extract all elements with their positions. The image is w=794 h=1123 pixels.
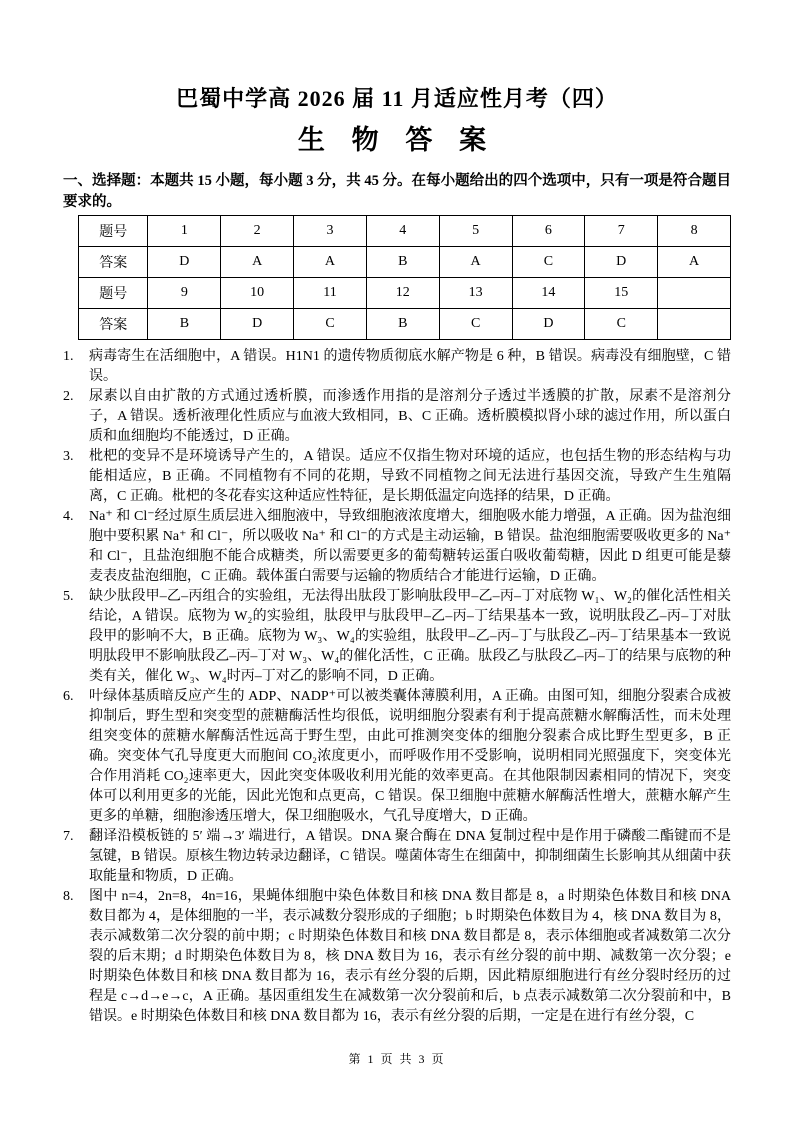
explanation-number: 5. bbox=[63, 589, 74, 604]
answer-cell: 6 bbox=[512, 216, 585, 247]
answer-table-row bbox=[79, 278, 731, 309]
row-header-cell: 题号 bbox=[79, 216, 148, 247]
explanation-item bbox=[63, 687, 731, 827]
explanation-item bbox=[63, 447, 731, 507]
explanation-number: 3. bbox=[63, 449, 74, 464]
row-header-cell: 答案 bbox=[79, 309, 148, 340]
page-footer: 第 1 页 共 3 页 bbox=[348, 1052, 446, 1066]
answer-cell: 3 bbox=[294, 216, 367, 247]
section-heading: 一、选择题：本题共 15 小题，每小题 3 分，共 45 分。在每小题给出的四个选项中，只有一项是符合题目要求的。 bbox=[63, 173, 731, 210]
answer-cell: 15 bbox=[585, 278, 658, 309]
explanation-text: 缺少肽段甲–乙–丙组合的实验组，无法得出肽段丁影响肽段甲–乙–丙–丁对底物 W₁、W₂的催化活性相关结论，A 错误。底物为 W₂的实验组，肽段甲与肽段甲–乙–丙–丁结果基本一致，说明肽段乙–丙–丁对肽段甲的影响不大，B 正确。底物为 W₃、W₄的实验组，肽段甲–乙–丙–丁与肽段乙–丙–丁结果基本一致说明肽段甲不影响肽段乙–丙–丁对 W₃、W₄的催化活性，C 正确。肽段乙与肽段乙–丙–丁的结果与底物的种类有关，催化 W₃、W₄时丙–丁对乙的影响不同，D 正确。 bbox=[89, 589, 731, 684]
answer-cell: 9 bbox=[148, 278, 221, 309]
row-header-cell: 题号 bbox=[79, 278, 148, 309]
explanation-item bbox=[63, 887, 731, 1027]
answer-cell: B bbox=[366, 309, 439, 340]
explanation-text: 尿素以自由扩散的方式通过透析膜，而渗透作用指的是溶剂分子透过半透膜的扩散，尿素不是溶剂分子，A 错误。透析液理化性质应与血液大致相同，B、C 正确。透析膜模拟肾小球的滤过作用，所以蛋白质和血细胞均不能透过，D 正确。 bbox=[89, 389, 731, 444]
answer-cell: D bbox=[148, 247, 221, 278]
exam-title: 巴蜀中学高 2026 届 11 月适应性月考（四） bbox=[176, 86, 618, 111]
answer-cell: 7 bbox=[585, 216, 658, 247]
answer-cell: 8 bbox=[658, 216, 731, 247]
explanation-text: 病毒寄生在活细胞中，A 错误。H1N1 的遗传物质彻底水解产物是 6 种，B 错误。病毒没有细胞壁，C 错误。 bbox=[89, 349, 731, 384]
explanation-list bbox=[63, 347, 731, 1027]
answer-cell: 5 bbox=[439, 216, 512, 247]
explanation-text: 枇杷的变异不是环境诱导产生的，A 错误。适应不仅指生物对环境的适应，也包括生物的形态结构与功能相适应，B 正确。不同植物有不同的花期，导致不同植物之间无法进行基因交流，导致产生生殖隔离，C 正确。枇杷的冬花春实这种适应性特征，是长期低温定向选择的结果，D 正确。 bbox=[89, 449, 731, 504]
answer-cell: 4 bbox=[366, 216, 439, 247]
explanation-item bbox=[63, 827, 731, 887]
explanation-number: 2. bbox=[63, 389, 74, 404]
answer-cell: 14 bbox=[512, 278, 585, 309]
answer-cell: 13 bbox=[439, 278, 512, 309]
answer-cell: 12 bbox=[366, 278, 439, 309]
explanation-number: 7. bbox=[63, 829, 74, 844]
answer-cell: B bbox=[148, 309, 221, 340]
explanation-text: Na⁺ 和 Cl⁻经过原生质层进入细胞液中，导致细胞液浓度增大，细胞吸水能力增强，A 正确。因为盐泡细胞中要积累 Na⁺ 和 Cl⁻，所以吸收 Na⁺ 和 Cl⁻的方式是主动运输，B 错误。盐泡细胞需要吸收更多的 Na⁺ 和 Cl⁻，且盐泡细胞不能合成糖类，所以需要更多的葡萄糖转运蛋白吸收葡萄糖，因此 D 组更可能是藜麦表皮盐泡细胞，C 正确。载体蛋白需要与运输的物质结合才能进行运输，D 正确。 bbox=[89, 509, 731, 584]
answer-cell: D bbox=[585, 247, 658, 278]
answer-cell: 1 bbox=[148, 216, 221, 247]
answer-cell: A bbox=[439, 247, 512, 278]
answer-cell: 11 bbox=[294, 278, 367, 309]
answer-table-row bbox=[79, 247, 731, 278]
answer-cell: 10 bbox=[221, 278, 294, 309]
answer-cell: A bbox=[294, 247, 367, 278]
answer-cell: C bbox=[439, 309, 512, 340]
answer-cell: D bbox=[512, 309, 585, 340]
explanation-item bbox=[63, 347, 731, 387]
answer-table-row bbox=[79, 216, 731, 247]
explanation-number: 8. bbox=[63, 889, 74, 904]
explanation-item bbox=[63, 587, 731, 687]
answer-cell: C bbox=[512, 247, 585, 278]
subject-title: 生 物 答 案 bbox=[297, 125, 497, 155]
answer-cell: B bbox=[366, 247, 439, 278]
explanation-number: 1. bbox=[63, 349, 74, 364]
answer-cell bbox=[658, 309, 731, 340]
row-header-cell: 答案 bbox=[79, 247, 148, 278]
explanation-text: 图中 n=4，2n=8，4n=16，果蝇体细胞中染色体数目和核 DNA 数目都是 8，a 时期染色体数目和核 DNA 数目都为 4，是体细胞的一半，表示减数分裂形成的子细胞；b 时期染色体数目为 4，核 DNA 数目为 8，表示减数第二次分裂的前中期；c 时期染色体数目和核 DNA 数目都是 8，表示体细胞或者减数第二次分裂的后末期；d 时期染色体数目为 8，核 DNA 数目为 16，表示有丝分裂的前中期、减数第一次分裂；e 时期染色体数目和核 DNA 数目都为 16，表示有丝分裂的后期，因此精原细胞进行有丝分裂时经历的过程是 c→d→e→c，A 正确。基因重组发生在减数第一次分裂前和后，b 点表示减数第二次分裂前和中，B 错误。e 时期染色体数目和核 DNA 数目都为 16，表示有丝分裂的后期，一定是在进行有丝分裂，C bbox=[89, 889, 731, 1024]
answer-table-row bbox=[79, 309, 731, 340]
explanation-text: 叶绿体基质暗反应产生的 ADP、NADP⁺可以被类囊体薄膜利用，A 正确。由图可知，细胞分裂素合成被抑制后，野生型和突变型的蔗糖酶活性均很低，说明细胞分裂素有利于提高蔗糖水解酶活性，而未处理组突变体的蔗糖水解酶活性远高于野生型，由此可推测突变体的细胞分裂素合成比野生型更多，B 正确。突变体气孔导度更大而胞间 CO₂浓度更小，而呼吸作用不受影响，说明相同光照强度下，突变体光合作用消耗 CO₂速率更大，因此突变体吸收利用光能的效率更高。在其他限制因素相同的情况下，突变体可以利用更多的光能，因此光饱和点更高，C 错误。保卫细胞中蔗糖水解酶活性增大，蔗糖水解产生更多的单糖，细胞渗透压增大，保卫细胞吸水，气孔导度增大，D 正确。 bbox=[89, 689, 731, 824]
answer-cell: A bbox=[221, 247, 294, 278]
explanation-text: 翻译沿模板链的 5′ 端→3′ 端进行，A 错误。DNA 聚合酶在 DNA 复制过程中是作用于磷酸二酯键而不是氢键，B 错误。原核生物边转录边翻译，C 错误。噬菌体寄生在细菌中，抑制细菌生长影响其从细菌中获取能量和物质，D 正确。 bbox=[89, 829, 731, 884]
explanation-number: 4. bbox=[63, 509, 74, 524]
answer-cell: C bbox=[294, 309, 367, 340]
answer-cell: D bbox=[221, 309, 294, 340]
answer-cell: 2 bbox=[221, 216, 294, 247]
answer-cell: C bbox=[585, 309, 658, 340]
answer-cell bbox=[658, 278, 731, 309]
explanation-item bbox=[63, 507, 731, 587]
answer-cell: A bbox=[658, 247, 731, 278]
explanation-number: 6. bbox=[63, 689, 74, 704]
answer-table bbox=[78, 215, 731, 340]
explanation-item bbox=[63, 387, 731, 447]
